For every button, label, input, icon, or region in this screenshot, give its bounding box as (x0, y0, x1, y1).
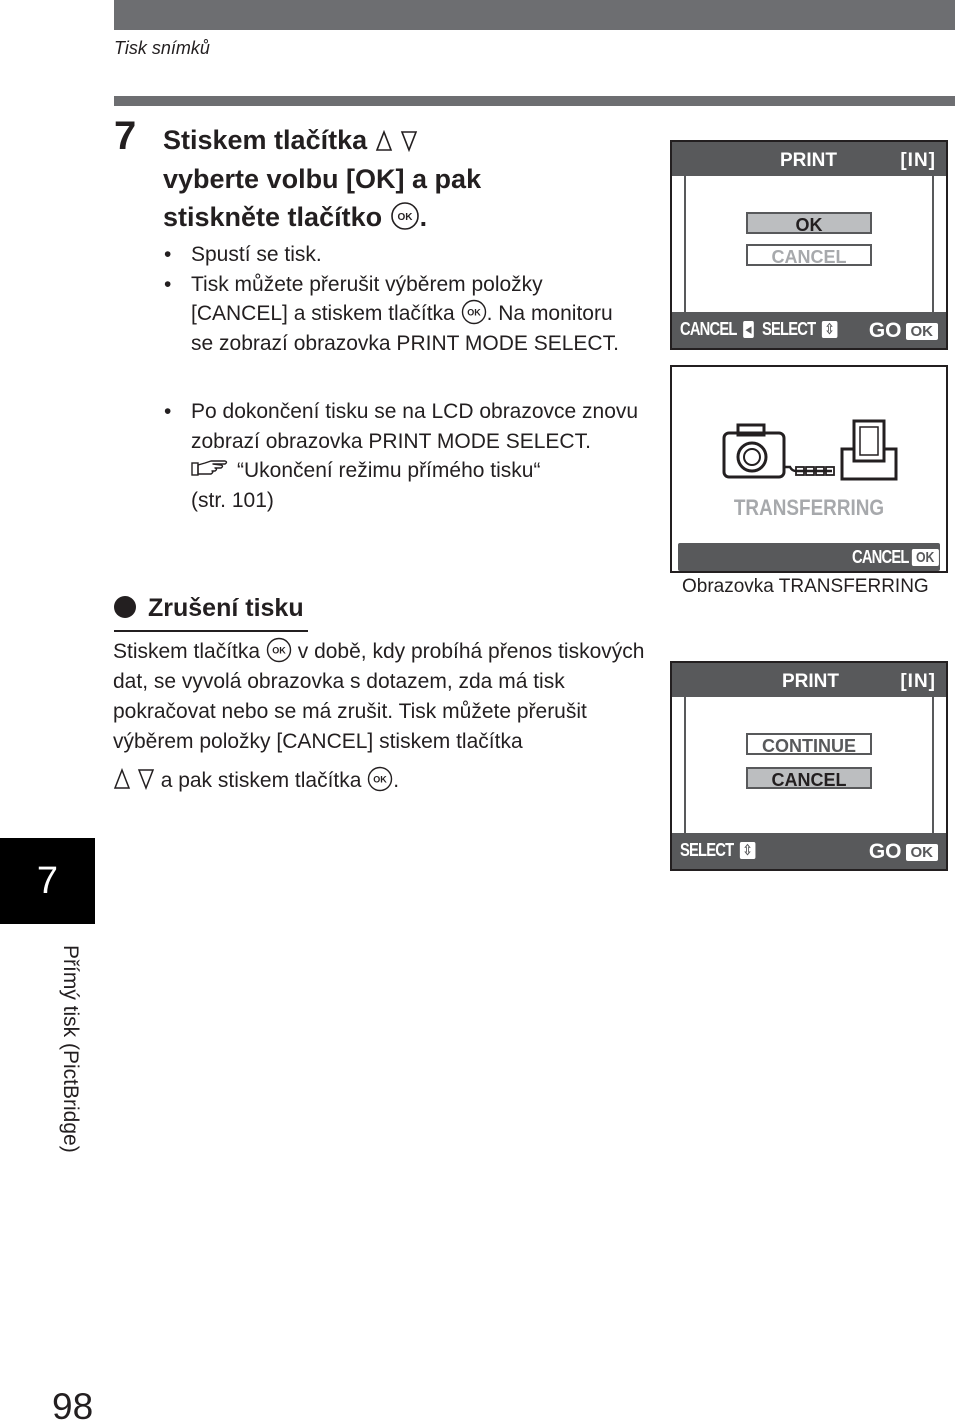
header-rule (114, 96, 955, 106)
para-last-line (113, 766, 673, 796)
footer-cancel-label: CANCEL (852, 547, 909, 567)
option-cancel[interactable]: CANCEL (746, 244, 872, 266)
cross-reference-page: (str. 101) (191, 488, 274, 512)
option-continue[interactable]: CONTINUE (746, 733, 872, 755)
ok-box-icon: OK (906, 844, 939, 861)
lcd-screen-print-continue (670, 661, 948, 871)
up-triangle-icon (113, 768, 131, 790)
step-title-line-3 (163, 198, 643, 237)
lcd-screen-transferring (670, 365, 948, 573)
step-title-line2-text: vyberte volbu [OK] a pak (163, 163, 482, 194)
footer-go (869, 319, 938, 343)
footer-go (869, 840, 938, 864)
top-bar (114, 0, 955, 30)
ok-box-icon: OK (912, 549, 939, 566)
lcd-footer (672, 312, 946, 348)
para-part-b: v době, kdy probíhá přenos tiskových dat, se vyvolá obrazovka s dotazem, zda má tisk pokračovat nebo se má zrušit. Tisk můžete přerušit výběrem položky [CANCEL] stiskem tlačítka (113, 640, 645, 753)
bullet-cancel-print (164, 270, 664, 359)
left-arrow-icon: ◂ (743, 321, 754, 338)
down-triangle-icon (137, 768, 155, 790)
svg-text:OK: OK (373, 774, 388, 785)
svg-text:OK: OK (397, 212, 413, 223)
up-down-icon: ⇳ (822, 321, 837, 338)
lcd-title: PRINT (782, 671, 839, 692)
footer-select-label: SELECT (680, 840, 734, 860)
lcd-title: PRINT (780, 150, 837, 171)
transferring-status: TRANSFERRING (733, 495, 885, 520)
footer-cancel-label: CANCEL (680, 319, 737, 339)
footer-go-label: GO (868, 840, 902, 863)
footer-cancel (852, 547, 939, 568)
footer-cancel (680, 319, 754, 340)
lcd-footer (672, 833, 946, 869)
bullet-cancel-line3: se zobrazí obrazovka PRINT MODE SELECT. (191, 331, 619, 355)
para-part-a: Stiskem tlačítka (113, 640, 261, 663)
screen-caption: Obrazovka TRANSFERRING (682, 576, 929, 597)
step-title-end: . (419, 202, 428, 232)
option-cancel[interactable]: CANCEL (746, 767, 872, 789)
memory-indicator: [IN] (900, 671, 936, 692)
step-title-line-1 (163, 121, 643, 160)
pointing-hand-icon (191, 459, 229, 479)
svg-text:OK: OK (466, 307, 481, 318)
cross-reference[interactable] (191, 456, 664, 486)
lcd-body (684, 697, 934, 833)
ok-button-icon (367, 766, 393, 792)
section-paragraph (113, 637, 673, 796)
step-title-line1-text: Stiskem tlačítka (163, 125, 368, 155)
bullet-after-print (164, 397, 664, 515)
down-triangle-icon (400, 130, 418, 152)
chapter-tab: 7 (0, 838, 95, 924)
memory-indicator: [IN] (900, 150, 936, 171)
bullet-cancel-line2a: [CANCEL] a stiskem tlačítka (191, 302, 455, 325)
step-number: 7 (114, 114, 137, 158)
up-triangle-icon (375, 130, 393, 152)
footer-go-label: GO (868, 319, 902, 342)
page-number: 98 (52, 1386, 94, 1427)
lcd-body (684, 176, 934, 312)
step-title-line3-text: stiskněte tlačítko (163, 202, 383, 232)
footer-select (762, 319, 837, 340)
ok-button-icon (390, 201, 420, 231)
bullet-cancel-line2b: . Na monitoru (486, 302, 613, 325)
bullet-dot-icon (114, 596, 136, 618)
lcd-header (672, 142, 946, 176)
svg-text:OK: OK (272, 645, 286, 656)
footer-select (680, 840, 755, 861)
para-end: . (393, 769, 400, 792)
camera-printer-icon (720, 419, 910, 491)
bullet-list-1 (164, 240, 664, 358)
ok-button-icon (461, 299, 487, 325)
bullet-start-print: • Spustí se tisk. (164, 240, 664, 270)
ok-button-icon (266, 637, 292, 663)
up-down-icon: ⇳ (740, 842, 755, 859)
bullet-cancel-line1: Tisk můžete přerušit výběrem položky (191, 272, 543, 296)
cross-reference-text: “Ukončení režimu přímého tisku“ (237, 459, 541, 482)
section-title: Zrušení tisku (148, 594, 304, 622)
running-head: Tisk snímků (114, 38, 210, 58)
ok-box-icon: OK (906, 323, 939, 340)
footer-select-label: SELECT (762, 319, 816, 339)
lcd-header (672, 663, 946, 697)
lcd-screen-print-confirm (670, 140, 948, 350)
chapter-title: Přímý tisk (PictBridge) (59, 945, 82, 1153)
bullet-after-print-text: Po dokončení tisku se na LCD obrazovce znovu zobrazí obrazovka PRINT MODE SELECT. (191, 400, 639, 453)
section-heading (114, 594, 308, 632)
option-ok[interactable]: OK (746, 212, 872, 234)
para-part-c: a pak stiskem tlačítka (160, 769, 362, 792)
step-title (163, 121, 643, 237)
lcd-footer (678, 543, 940, 571)
bullet-list-2 (164, 397, 664, 515)
